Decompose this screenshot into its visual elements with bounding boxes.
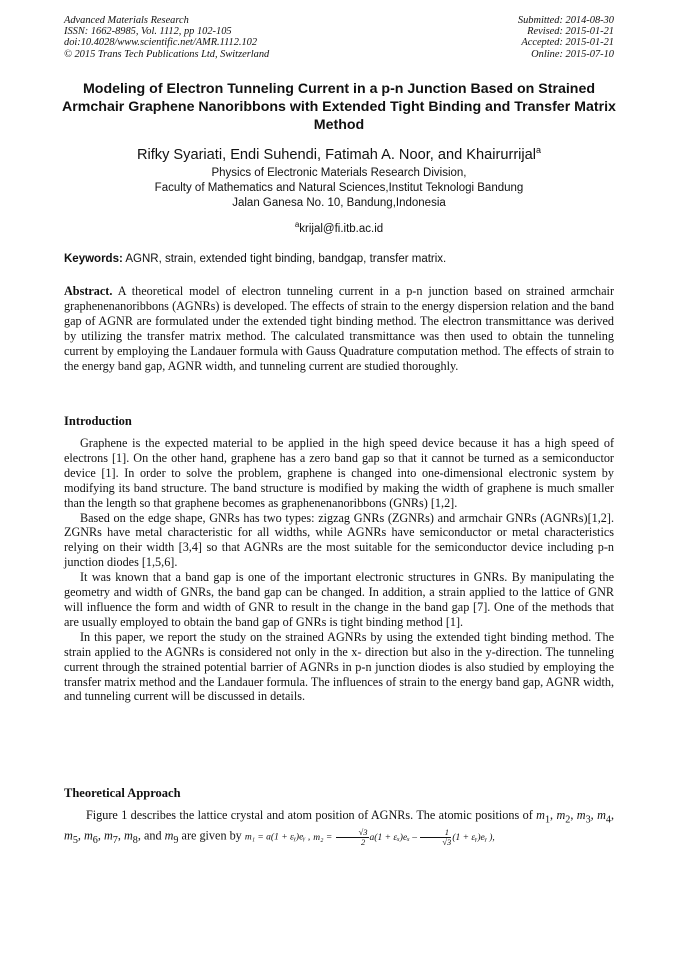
introduction-heading: Introduction (64, 414, 132, 428)
abstract (64, 284, 614, 373)
author-list (40, 140, 638, 165)
author-superscript: a (536, 145, 542, 155)
date-submitted: Submitted: 2014-08-30 (517, 15, 614, 26)
corresponding-email (60, 217, 618, 237)
email-address: krijal@fi.itb.ac.id (299, 222, 384, 235)
journal-name: Advanced Materials Research (64, 15, 189, 26)
equation-m1: m₁ = a(1 + εᵧ)eᵧ , (244, 833, 311, 844)
journal-issn: ISSN: 1662-8985, Vol. 1112, pp 102-105 (64, 26, 232, 38)
introduction-body (64, 436, 614, 704)
affiliation-line: Jalan Ganesa No. 10, Bandung,Indonesia (232, 197, 446, 210)
equation-m2: m₂ = $\frac{√3}{2}$ a(1 + εₓ)eₓ – $\frac{1}{√3}$ (1 + εᵧ)eᵧ ), (313, 827, 495, 848)
paper-title: Modeling of Electron Tunneling Current in a p-n Junction Based on Strained Armchair Graphene Nanoribbons with Extended Tight Binding and Transfer Matrix Method (62, 81, 616, 133)
journal-header-left (64, 15, 269, 60)
affiliation-line: Faculty of Mathematics and Natural Sciences,Institut Teknologi Bandung (154, 182, 524, 195)
date-online: Online: 2015-07-10 (531, 48, 614, 60)
theory-body (64, 808, 614, 849)
fraction: $\frac{√3}{2}$ (336, 828, 369, 847)
theory-text: Figure 1 describes the lattice crystal and atom position of AGNRs. The atomic positions of (86, 808, 533, 822)
keywords-text: AGNR, strain, extended tight binding, bandgap, transfer matrix. (125, 253, 447, 265)
paragraph: It was known that a band gap is one of the important electronic structures in GNRs. By manipulating the geometry and width of GNRs, the band gap can be changed. In addition, a strain applied to the lattice of GNR will influence the form and width of GNR to result in the change in the band gap [7]. One of the methods that are usually employed to obtain the band gap of GNRs is tight binding method [1]. (64, 570, 614, 629)
date-accepted: Accepted: 2015-01-21 (521, 37, 614, 49)
journal-header-right (518, 15, 614, 60)
paragraph: Graphene is the expected material to be applied in the high speed device because it has a high speed of electrons [1]. On the other hand, graphene has a zero band gap so that it cannot be turned as a semiconductor device [1]. In order to solve the problem, graphene is changed into one-dimensional electronic system by modifying its band structure. The band structure is modified by making the width of graphene is much smaller than the length so that graphene becomes as graphenenanoribbons (GNRs) [1,2]. (64, 436, 614, 510)
paragraph: Figure 1 describes the lattice crystal and atom position of AGNRs. The atomic positions of $m_1$, $m_2$, $m_3$, $m_4$, $m_5$, $m_6$, $m_7$, $m_8$, and $m_9$ are given by m₁ = a(1 + εᵧ)eᵧ , m₂ = $\frac{√3}{2}$ a(1 + εₓ)eₓ – $\frac{1}{√3}$ (1 + εᵧ)eᵧ ), (64, 808, 615, 848)
date-revised: Revised: 2015-01-21 (527, 26, 614, 38)
journal-copyright: © 2015 Trans Tech Publications Ltd, Switzerland (64, 48, 270, 60)
keywords (64, 252, 616, 267)
paragraph: Based on the edge shape, GNRs has two types: zigzag GNRs (ZGNRs) and armchair GNRs (AGNRs)[1,2]. ZGNRs have metal characteristic for all widths, while AGNRs have semiconductor or metal characteristics relying on their width [3,4] so that AGNRs are the most suitable for the semiconductor device including p-n junction diodes [1,5,6]. (64, 510, 614, 570)
abstract-text: A theoretical model of electron tunneling current in a p-n junction based on strained armchair graphenenanoribbons (AGNRs) is developed. The effects of strain to the energy dispersion relation and the band gap of AGNR are formulated under the extended tight binding method. The electron transmittance was derived by utilizing the transfer matrix method. The calculated transmittance was then used to obtain the tunneling current by employing the Landauer formula with Gauss Quadrature computation method. The effects of strain to the energy band gap, AGNR width, and tunneling current are studied thoroughly. (64, 284, 614, 373)
paragraph: In this paper, we report the study on the strained AGNRs by using the extended tight binding method. The strain applied to the AGNRs is considered not only in the x- direction but also in the y-direction. The tunneling current through the strained potential barrier of AGNRs in p-n junction diodes is also studied by employing the transfer matrix method and the Landauer formula. The influences of strain to the energy band gap, AGNR width, and tunneling current will be discussed in details. (64, 629, 614, 704)
abstract-label: Abstract. (64, 284, 113, 298)
journal-doi: doi:10.4028/www.scientific.net/AMR.1112.102 (64, 37, 258, 49)
keywords-label: Keywords: (64, 253, 123, 265)
theory-heading: Theoretical Approach (64, 786, 181, 800)
fraction: $\frac{1}{√3}$ (420, 828, 451, 847)
email-superscript: a (294, 220, 300, 229)
affiliation-line: Physics of Electronic Materials Research Division, (211, 167, 467, 179)
affiliation (60, 166, 618, 212)
author-names: Rifky Syariati, Endi Suhendi, Fatimah A. Noor, and Khairurrijal (136, 146, 537, 163)
